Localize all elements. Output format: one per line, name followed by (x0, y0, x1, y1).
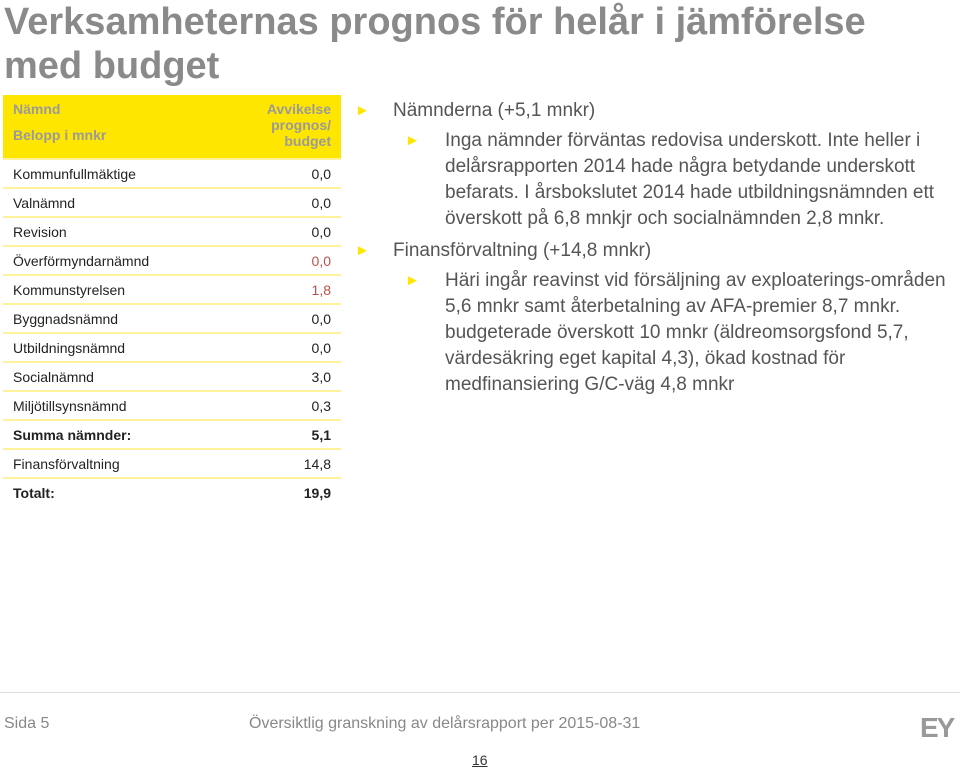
row-value: 3,0 (251, 362, 341, 391)
row-name: Kommunfullmäktige (3, 159, 251, 188)
row-value: 0,0 (251, 304, 341, 333)
footer-divider (0, 692, 960, 693)
table-row (3, 333, 341, 362)
table-row (3, 188, 341, 217)
row-name: Finansförvaltning (3, 449, 251, 478)
budget-table (3, 95, 341, 506)
bullet-text (355, 98, 960, 404)
page-title: Verksamheternas prognos för helår i jämförelse med budget (4, 1, 866, 87)
bullet-heading (355, 238, 960, 264)
row-name: Socialnämnd (3, 362, 251, 391)
page-number-link[interactable]: 16 (472, 752, 488, 768)
arrow-icon: ► (405, 132, 420, 149)
table-row (3, 217, 341, 246)
row-value: 0,0 (251, 217, 341, 246)
row-value: 14,8 (251, 449, 341, 478)
table-row (3, 362, 341, 391)
footer-doc-title: Översiktlig granskning av delårsrapport per 2015-08-31 (249, 715, 641, 732)
row-value: 0,0 (251, 159, 341, 188)
table-row (3, 391, 341, 420)
table-row (3, 159, 341, 188)
row-name: Kommunstyrelsen (3, 275, 251, 304)
row-name: Valnämnd (3, 188, 251, 217)
row-value: 0,0 (251, 333, 341, 362)
sub-text: Häri ingår reavinst vid försäljning av exploaterings-områden 5,6 mnkr samt återbetalning av AFA-premier 8,7 mnkr. budgeterade överskott 10 mnkr (äldreomsorgsfond 5,7, värdesäkring eget kapital 4,3), ökad kostnad för medfinansiering G/C-väg 4,8 mnkr (445, 270, 946, 395)
arrow-icon: ► (405, 272, 420, 289)
row-name: Summa nämnder: (3, 420, 251, 449)
arrow-icon: ► (355, 242, 370, 259)
row-name: Överförmyndarnämnd (3, 246, 251, 275)
header-name (3, 95, 251, 159)
row-value: 0,0 (251, 188, 341, 217)
row-name: Byggnadsnämnd (3, 304, 251, 333)
row-name: Utbildningsnämnd (3, 333, 251, 362)
footer-page: Sida 5 (4, 715, 50, 732)
header-belopp: Belopp i mnkr (13, 127, 107, 143)
ey-logo: EY (920, 712, 954, 743)
row-value: 0,0 (251, 246, 341, 275)
table-row (3, 449, 341, 478)
row-value: 19,9 (251, 478, 341, 506)
row-name: Miljötillsynsnämnd (3, 391, 251, 420)
bullet-heading (355, 98, 960, 124)
row-value: 5,1 (251, 420, 341, 449)
bullet-sub (355, 268, 960, 398)
table-row (3, 246, 341, 275)
arrow-icon: ► (355, 102, 370, 119)
heading-text: Nämnderna (+5,1 mnkr) (393, 100, 596, 121)
table-row (3, 420, 341, 449)
table-row (3, 478, 341, 506)
table-header (3, 95, 341, 159)
bullet-sub (355, 128, 960, 232)
row-name: Totalt: (3, 478, 251, 506)
table-row (3, 275, 341, 304)
header-nämnd: Nämnd (13, 101, 61, 117)
header-value: Avvikelse prognos/ budget (251, 95, 341, 159)
row-value: 0,3 (251, 391, 341, 420)
table-row (3, 304, 341, 333)
row-value: 1,8 (251, 275, 341, 304)
heading-text: Finansförvaltning (+14,8 mnkr) (393, 240, 652, 261)
row-name: Revision (3, 217, 251, 246)
sub-text: Inga nämnder förväntas redovisa underskott. Inte heller i delårsrapporten 2014 hade några betydande underskott befarats. I årsbokslutet 2014 hade utbildningsnämnden ett överskott på 6,8 mnkjr och socialnämnden 2,8 mnkr. (445, 130, 935, 229)
